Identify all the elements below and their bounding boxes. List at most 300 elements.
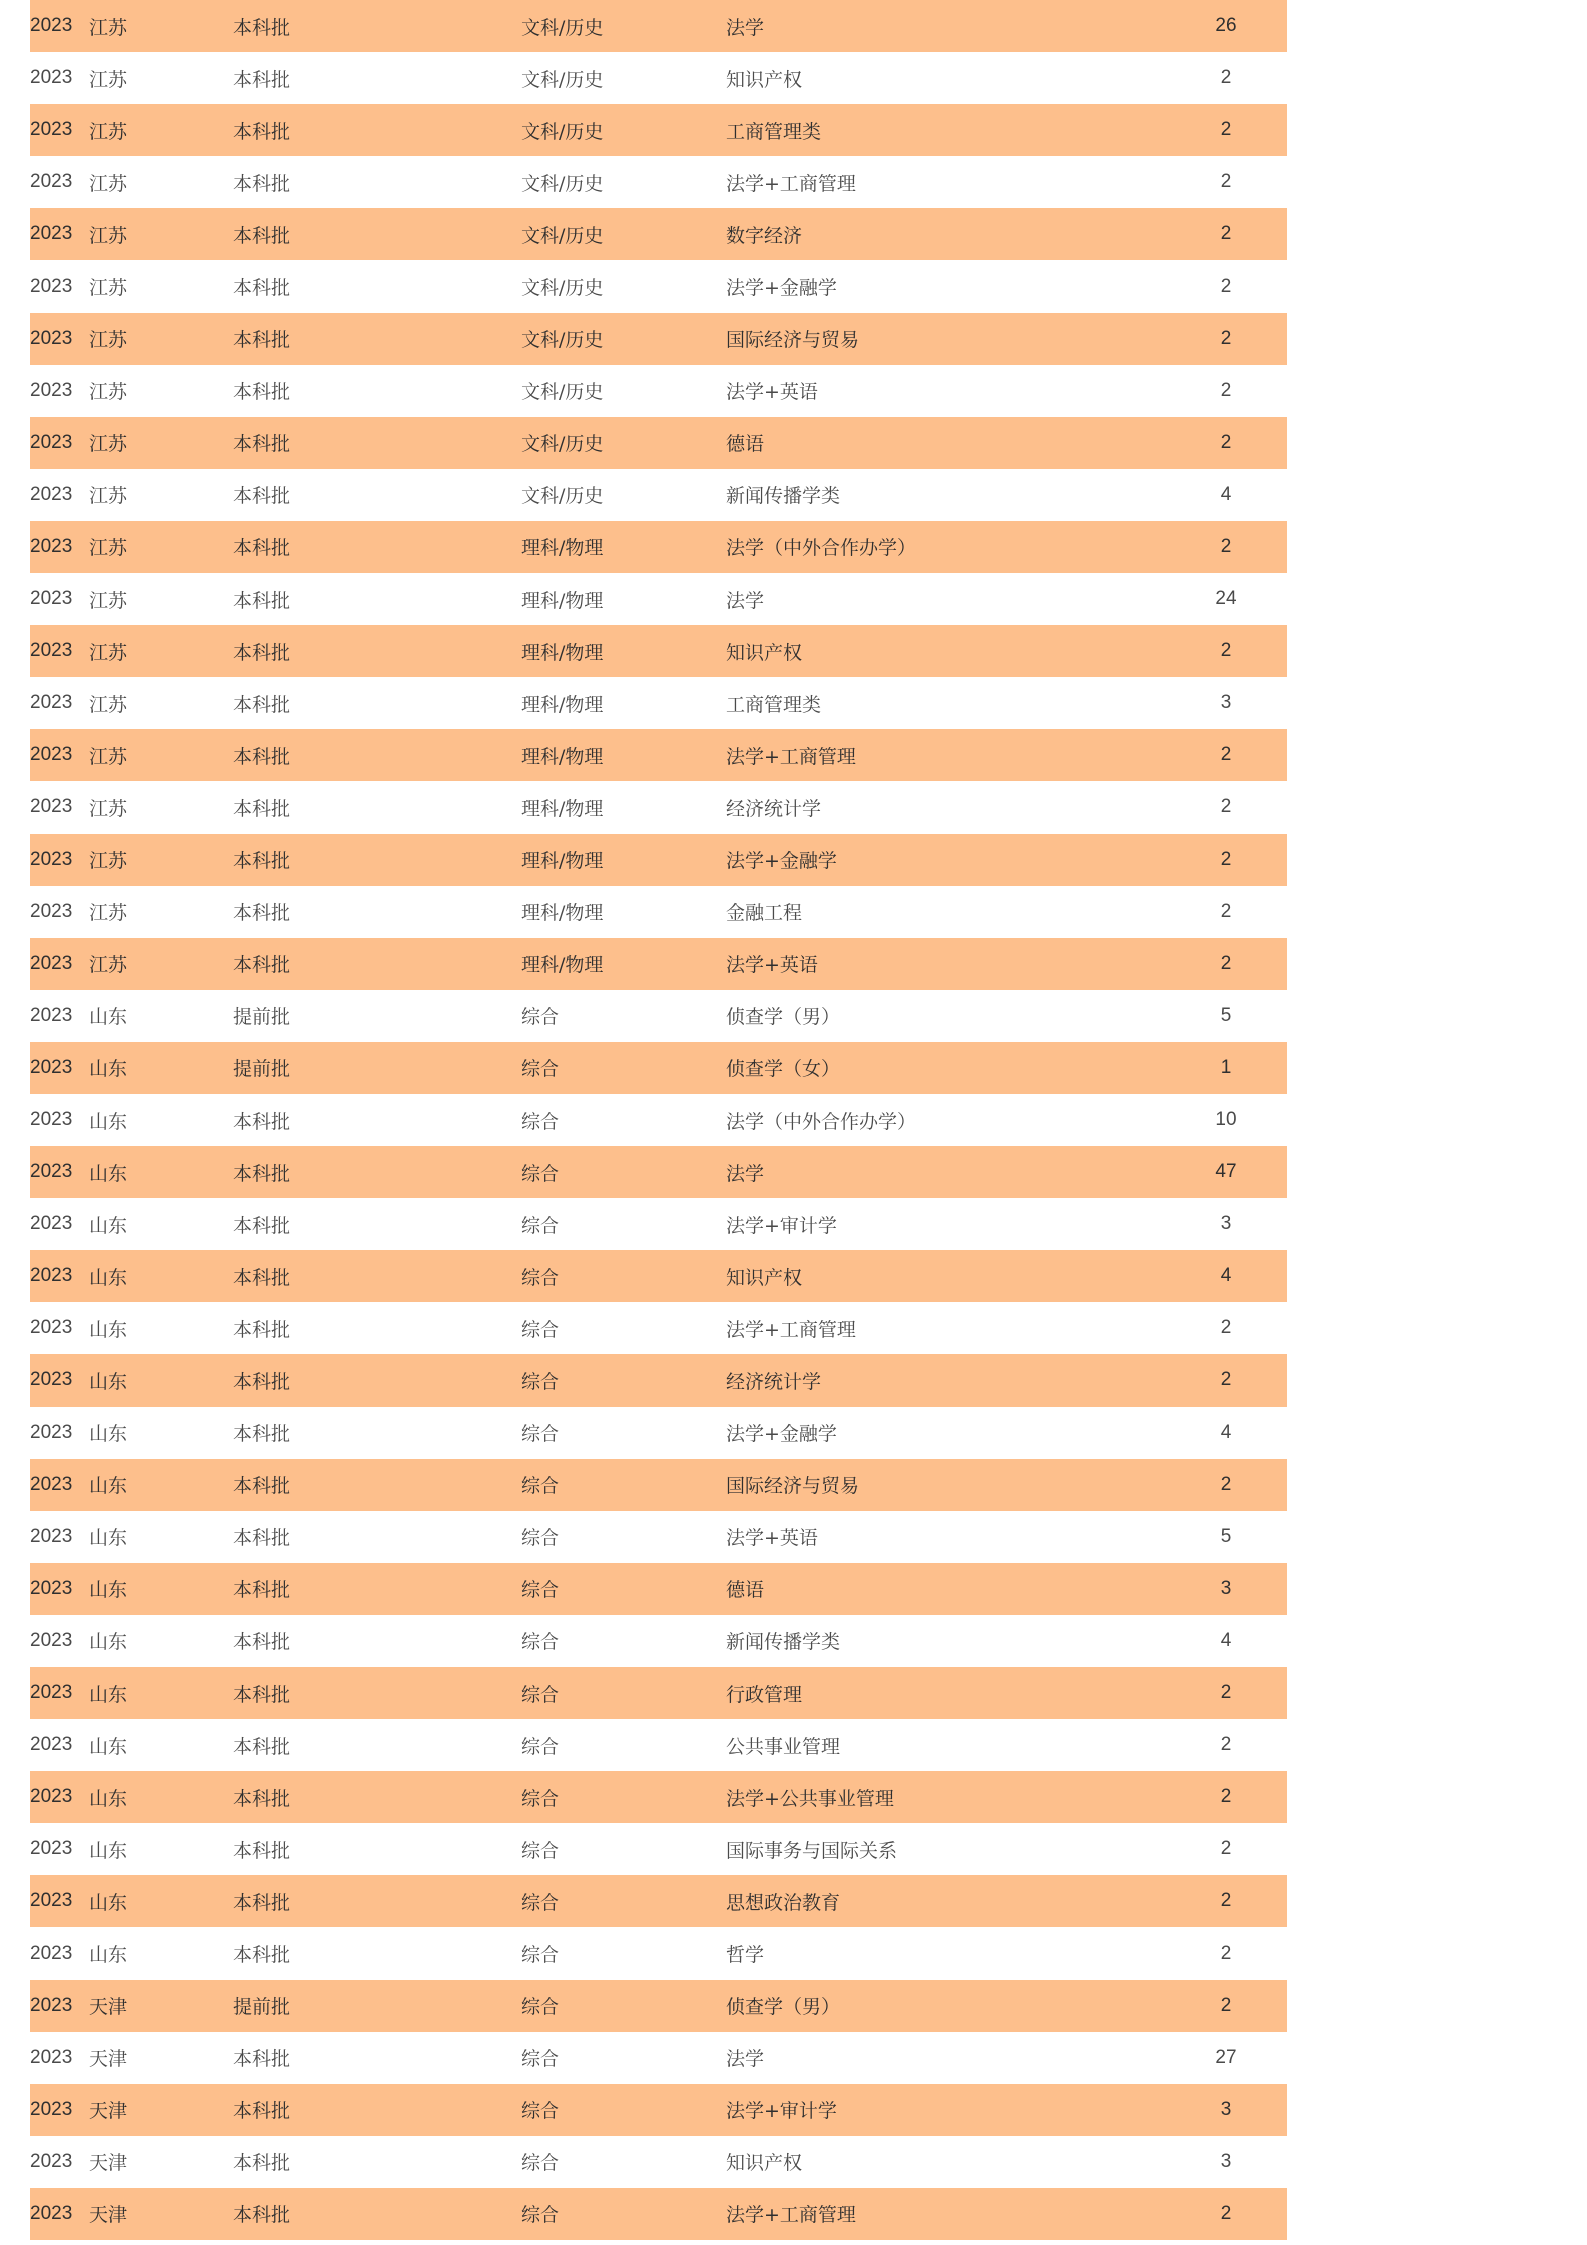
major-cell: 法学+审计学 [726,2100,837,2123]
batch-cell: 提前批 [233,1058,291,1081]
subject-type-cell: 综合 [521,1787,560,1810]
batch-cell: 本科批 [233,1683,291,1706]
enrollment-count-cell: 2 [1220,1682,1232,1704]
batch-cell: 本科批 [233,1579,291,1602]
subject-type-cell: 综合 [521,2048,560,2071]
table-row [30,1459,1287,1511]
subject-type-cell: 综合 [521,2204,560,2227]
major-cell: 新闻传播学类 [726,1631,841,1654]
major-cell: 法学 [726,1162,765,1185]
province-cell: 江苏 [89,797,128,820]
batch-cell: 本科批 [233,2204,291,2227]
province-cell: 江苏 [89,902,128,925]
table-row [30,1198,1287,1250]
table-row [30,781,1287,833]
batch-cell: 本科批 [233,1527,291,1550]
table-row [30,52,1287,104]
batch-cell: 本科批 [233,381,291,404]
province-cell: 天津 [89,1996,128,2019]
year-cell: 2023 [30,1734,73,1756]
enrollment-count-cell: 4 [1220,1265,1232,1287]
table-row [30,1615,1287,1667]
table-row [30,1927,1287,1979]
enrollment-count-cell: 3 [1220,2098,1232,2120]
year-cell: 2023 [30,848,73,870]
year-cell: 2023 [30,796,73,818]
table-row [30,2136,1287,2188]
province-cell: 山东 [89,1214,128,1237]
batch-cell: 本科批 [233,693,291,716]
subject-type-cell: 综合 [521,1370,560,1393]
subject-type-cell: 综合 [521,1214,560,1237]
subject-type-cell: 文科/历史 [521,172,604,195]
batch-cell: 本科批 [233,120,291,143]
table-row [30,1875,1287,1927]
batch-cell: 本科批 [233,16,291,39]
province-cell: 天津 [89,2152,128,2175]
subject-type-cell: 综合 [521,1944,560,1967]
enrollment-count-cell: 2 [1220,1942,1232,1964]
enrollment-count-cell: 2 [1220,900,1232,922]
province-cell: 江苏 [89,120,128,143]
enrollment-count-cell: 2 [1220,1890,1232,1912]
year-cell: 2023 [30,535,73,557]
year-cell: 2023 [30,223,73,245]
enrollment-count-cell: 2 [1220,1734,1232,1756]
table-row [30,0,1287,52]
enrollment-count-cell: 2 [1220,796,1232,818]
batch-cell: 本科批 [233,277,291,300]
batch-cell: 本科批 [233,1266,291,1289]
subject-type-cell: 理科/物理 [521,902,604,925]
batch-cell: 本科批 [233,589,291,612]
year-cell: 2023 [30,431,73,453]
province-cell: 山东 [89,1787,128,1810]
year-cell: 2023 [30,1577,73,1599]
province-cell: 江苏 [89,381,128,404]
batch-cell: 本科批 [233,1475,291,1498]
table-row [30,208,1287,260]
year-cell: 2023 [30,900,73,922]
table-row [30,1094,1287,1146]
province-cell: 天津 [89,2100,128,2123]
batch-cell: 本科批 [233,954,291,977]
subject-type-cell: 理科/物理 [521,641,604,664]
enrollment-count-cell: 2 [1220,67,1232,89]
enrollment-count-cell: 4 [1220,483,1232,505]
batch-cell: 本科批 [233,1839,291,1862]
batch-cell: 本科批 [233,1110,291,1133]
enrollment-count-cell: 2 [1220,744,1232,766]
year-cell: 2023 [30,2098,73,2120]
table-row [30,469,1287,521]
batch-cell: 本科批 [233,172,291,195]
province-cell: 山东 [89,1475,128,1498]
year-cell: 2023 [30,275,73,297]
table-row [30,1980,1287,2032]
year-cell: 2023 [30,119,73,141]
major-cell: 数字经济 [726,224,803,247]
enrollment-count-cell: 2 [1220,327,1232,349]
batch-cell: 提前批 [233,1996,291,2019]
year-cell: 2023 [30,1525,73,1547]
year-cell: 2023 [30,2150,73,2172]
subject-type-cell: 文科/历史 [521,329,604,352]
subject-type-cell: 综合 [521,1058,560,1081]
table-row [30,677,1287,729]
enrollment-count-cell: 4 [1220,1421,1232,1443]
enrollment-count-cell: 27 [1215,2046,1237,2068]
major-cell: 行政管理 [726,1683,803,1706]
province-cell: 江苏 [89,16,128,39]
year-cell: 2023 [30,2202,73,2224]
province-cell: 江苏 [89,277,128,300]
subject-type-cell: 文科/历史 [521,120,604,143]
province-cell: 山东 [89,1839,128,1862]
province-cell: 江苏 [89,693,128,716]
major-cell: 法学 [726,2048,765,2071]
major-cell: 公共事业管理 [726,1735,841,1758]
table-row [30,1302,1287,1354]
year-cell: 2023 [30,692,73,714]
major-cell: 法学+审计学 [726,1214,837,1237]
year-cell: 2023 [30,1004,73,1026]
subject-type-cell: 综合 [521,1579,560,1602]
enrollment-table [30,0,1287,2240]
major-cell: 法学+英语 [726,954,818,977]
subject-type-cell: 综合 [521,1891,560,1914]
table-row [30,1354,1287,1406]
subject-type-cell: 文科/历史 [521,277,604,300]
year-cell: 2023 [30,483,73,505]
table-row [30,417,1287,469]
batch-cell: 本科批 [233,68,291,91]
major-cell: 法学（中外合作办学） [726,537,917,560]
province-cell: 山东 [89,1058,128,1081]
province-cell: 山东 [89,1266,128,1289]
major-cell: 侦查学（男） [726,1006,841,1029]
province-cell: 江苏 [89,433,128,456]
subject-type-cell: 文科/历史 [521,68,604,91]
enrollment-count-cell: 2 [1220,275,1232,297]
year-cell: 2023 [30,1786,73,1808]
enrollment-count-cell: 2 [1220,223,1232,245]
table-row [30,1146,1287,1198]
major-cell: 知识产权 [726,2152,803,2175]
table-row [30,1250,1287,1302]
major-cell: 侦查学（男） [726,1996,841,2019]
enrollment-count-cell: 26 [1215,15,1237,37]
province-cell: 山东 [89,1527,128,1550]
table-row [30,260,1287,312]
province-cell: 山东 [89,1631,128,1654]
table-row [30,365,1287,417]
major-cell: 法学 [726,16,765,39]
subject-type-cell: 综合 [521,1631,560,1654]
major-cell: 法学+英语 [726,1527,818,1550]
batch-cell: 本科批 [233,1944,291,1967]
batch-cell: 本科批 [233,2100,291,2123]
batch-cell: 本科批 [233,537,291,560]
subject-type-cell: 综合 [521,1110,560,1133]
subject-type-cell: 理科/物理 [521,537,604,560]
province-cell: 江苏 [89,641,128,664]
major-cell: 德语 [726,433,765,456]
table-row [30,2188,1287,2240]
year-cell: 2023 [30,1213,73,1235]
subject-type-cell: 综合 [521,1006,560,1029]
major-cell: 法学+金融学 [726,277,837,300]
enrollment-count-cell: 1 [1220,1056,1232,1078]
table-row [30,938,1287,990]
batch-cell: 本科批 [233,797,291,820]
enrollment-count-cell: 2 [1220,1473,1232,1495]
batch-cell: 本科批 [233,1370,291,1393]
subject-type-cell: 综合 [521,1527,560,1550]
major-cell: 国际经济与贸易 [726,1475,860,1498]
subject-type-cell: 综合 [521,1423,560,1446]
batch-cell: 本科批 [233,329,291,352]
table-row [30,990,1287,1042]
year-cell: 2023 [30,1056,73,1078]
year-cell: 2023 [30,1369,73,1391]
enrollment-count-cell: 2 [1220,2202,1232,2224]
major-cell: 法学+英语 [726,381,818,404]
major-cell: 德语 [726,1579,765,1602]
table-row [30,625,1287,677]
enrollment-count-cell: 2 [1220,119,1232,141]
major-cell: 知识产权 [726,641,803,664]
table-row [30,1823,1287,1875]
enrollment-count-cell: 24 [1215,588,1237,610]
subject-type-cell: 文科/历史 [521,381,604,404]
enrollment-count-cell: 3 [1220,1577,1232,1599]
province-cell: 天津 [89,2204,128,2227]
enrollment-count-cell: 2 [1220,952,1232,974]
batch-cell: 本科批 [233,2152,291,2175]
province-cell: 山东 [89,1735,128,1758]
table-row [30,1407,1287,1459]
year-cell: 2023 [30,640,73,662]
subject-type-cell: 文科/历史 [521,16,604,39]
province-cell: 江苏 [89,537,128,560]
major-cell: 法学+金融学 [726,1423,837,1446]
year-cell: 2023 [30,1629,73,1651]
batch-cell: 本科批 [233,2048,291,2071]
year-cell: 2023 [30,1838,73,1860]
major-cell: 侦查学（女） [726,1058,841,1081]
enrollment-count-cell: 2 [1220,379,1232,401]
province-cell: 山东 [89,1944,128,1967]
table-row [30,521,1287,573]
province-cell: 山东 [89,1162,128,1185]
major-cell: 法学+工商管理 [726,1318,856,1341]
major-cell: 国际经济与贸易 [726,329,860,352]
enrollment-count-cell: 2 [1220,1369,1232,1391]
year-cell: 2023 [30,1682,73,1704]
batch-cell: 本科批 [233,1318,291,1341]
batch-cell: 本科批 [233,1787,291,1810]
subject-type-cell: 综合 [521,2100,560,2123]
major-cell: 经济统计学 [726,1370,822,1393]
batch-cell: 本科批 [233,485,291,508]
enrollment-count-cell: 2 [1220,535,1232,557]
year-cell: 2023 [30,744,73,766]
major-cell: 法学+工商管理 [726,745,856,768]
major-cell: 法学 [726,589,765,612]
subject-type-cell: 综合 [521,1683,560,1706]
year-cell: 2023 [30,15,73,37]
enrollment-count-cell: 2 [1220,1994,1232,2016]
table-row [30,1719,1287,1771]
major-cell: 哲学 [726,1944,765,1967]
table-row [30,104,1287,156]
batch-cell: 本科批 [233,433,291,456]
table-row [30,573,1287,625]
enrollment-count-cell: 2 [1220,848,1232,870]
table-row [30,2084,1287,2136]
table-row [30,729,1287,781]
subject-type-cell: 文科/历史 [521,224,604,247]
table-row [30,313,1287,365]
table-row [30,156,1287,208]
enrollment-count-cell: 3 [1220,2150,1232,2172]
province-cell: 山东 [89,1423,128,1446]
major-cell: 新闻传播学类 [726,485,841,508]
year-cell: 2023 [30,2046,73,2068]
table-row [30,1563,1287,1615]
province-cell: 山东 [89,1683,128,1706]
major-cell: 法学+工商管理 [726,172,856,195]
subject-type-cell: 综合 [521,1475,560,1498]
province-cell: 山东 [89,1110,128,1133]
province-cell: 山东 [89,1318,128,1341]
subject-type-cell: 综合 [521,1996,560,2019]
major-cell: 法学（中外合作办学） [726,1110,917,1133]
batch-cell: 本科批 [233,1631,291,1654]
enrollment-count-cell: 5 [1220,1004,1232,1026]
table-row [30,1667,1287,1719]
subject-type-cell: 理科/物理 [521,797,604,820]
table-row [30,2032,1287,2084]
enrollment-count-cell: 2 [1220,171,1232,193]
province-cell: 山东 [89,1370,128,1393]
batch-cell: 本科批 [233,850,291,873]
province-cell: 江苏 [89,745,128,768]
major-cell: 法学+公共事业管理 [726,1787,894,1810]
major-cell: 工商管理类 [726,693,822,716]
table-row [30,1042,1287,1094]
subject-type-cell: 综合 [521,1735,560,1758]
province-cell: 江苏 [89,172,128,195]
year-cell: 2023 [30,952,73,974]
major-cell: 工商管理类 [726,120,822,143]
batch-cell: 本科批 [233,641,291,664]
year-cell: 2023 [30,1265,73,1287]
table-row [30,1771,1287,1823]
enrollment-count-cell: 2 [1220,640,1232,662]
subject-type-cell: 综合 [521,1318,560,1341]
batch-cell: 本科批 [233,745,291,768]
subject-type-cell: 理科/物理 [521,850,604,873]
year-cell: 2023 [30,588,73,610]
table-row [30,834,1287,886]
enrollment-count-cell: 3 [1220,692,1232,714]
subject-type-cell: 综合 [521,1266,560,1289]
province-cell: 山东 [89,1891,128,1914]
enrollment-count-cell: 5 [1220,1525,1232,1547]
year-cell: 2023 [30,1109,73,1131]
province-cell: 山东 [89,1006,128,1029]
batch-cell: 本科批 [233,224,291,247]
year-cell: 2023 [30,1317,73,1339]
enrollment-count-cell: 10 [1215,1109,1237,1131]
major-cell: 法学+工商管理 [726,2204,856,2227]
enrollment-count-cell: 2 [1220,1786,1232,1808]
year-cell: 2023 [30,1890,73,1912]
year-cell: 2023 [30,171,73,193]
province-cell: 江苏 [89,68,128,91]
year-cell: 2023 [30,1942,73,1964]
subject-type-cell: 综合 [521,1839,560,1862]
major-cell: 金融工程 [726,902,803,925]
major-cell: 法学+金融学 [726,850,837,873]
major-cell: 知识产权 [726,1266,803,1289]
subject-type-cell: 理科/物理 [521,693,604,716]
subject-type-cell: 理科/物理 [521,745,604,768]
batch-cell: 本科批 [233,1735,291,1758]
province-cell: 江苏 [89,589,128,612]
table-row [30,1511,1287,1563]
subject-type-cell: 综合 [521,1162,560,1185]
subject-type-cell: 理科/物理 [521,954,604,977]
year-cell: 2023 [30,1473,73,1495]
year-cell: 2023 [30,1994,73,2016]
enrollment-count-cell: 3 [1220,1213,1232,1235]
major-cell: 思想政治教育 [726,1891,841,1914]
table-row [30,886,1287,938]
enrollment-count-cell: 2 [1220,1317,1232,1339]
batch-cell: 本科批 [233,1214,291,1237]
enrollment-count-cell: 2 [1220,1838,1232,1860]
subject-type-cell: 文科/历史 [521,485,604,508]
province-cell: 江苏 [89,850,128,873]
year-cell: 2023 [30,67,73,89]
batch-cell: 提前批 [233,1006,291,1029]
province-cell: 江苏 [89,224,128,247]
year-cell: 2023 [30,379,73,401]
province-cell: 江苏 [89,954,128,977]
enrollment-count-cell: 47 [1215,1161,1237,1183]
subject-type-cell: 文科/历史 [521,433,604,456]
year-cell: 2023 [30,1421,73,1443]
year-cell: 2023 [30,327,73,349]
batch-cell: 本科批 [233,1162,291,1185]
major-cell: 经济统计学 [726,797,822,820]
batch-cell: 本科批 [233,1891,291,1914]
enrollment-count-cell: 2 [1220,431,1232,453]
subject-type-cell: 理科/物理 [521,589,604,612]
batch-cell: 本科批 [233,1423,291,1446]
enrollment-count-cell: 4 [1220,1629,1232,1651]
batch-cell: 本科批 [233,902,291,925]
province-cell: 天津 [89,2048,128,2071]
province-cell: 山东 [89,1579,128,1602]
province-cell: 江苏 [89,485,128,508]
province-cell: 江苏 [89,329,128,352]
major-cell: 国际事务与国际关系 [726,1839,898,1862]
year-cell: 2023 [30,1161,73,1183]
